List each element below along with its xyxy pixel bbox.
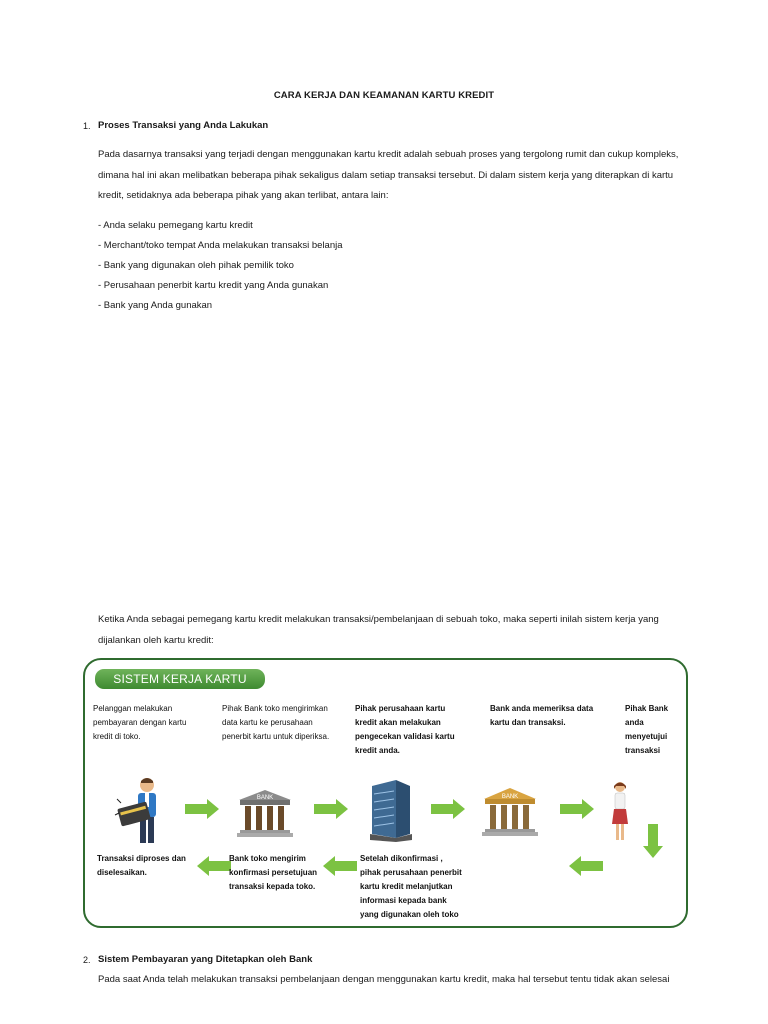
- step-line: informasi kepada bank: [360, 896, 447, 905]
- step-line: Pihak Bank: [625, 704, 669, 713]
- your-bank-icon: [481, 786, 539, 838]
- step-line: Bank anda memeriksa data: [490, 704, 594, 713]
- arrow-left-icon: [567, 856, 603, 876]
- arrow-down-icon: [643, 824, 663, 860]
- section-1-number: 1.: [83, 121, 91, 131]
- step-line: kartu dan transaksi.: [490, 718, 566, 727]
- step-line: kredit di toko.: [93, 732, 141, 741]
- list-item: - Bank yang Anda gunakan: [98, 300, 213, 311]
- step-transaction-completed: [97, 852, 197, 880]
- step-line: menyetujui: [625, 732, 668, 741]
- bank-sign: BANK: [501, 794, 519, 800]
- arrow-right-icon: [185, 799, 221, 819]
- list-item: - Perusahaan penerbit kartu kredit yang Anda gunakan: [98, 280, 329, 291]
- step-line: data kartu ke perusahaan: [222, 718, 313, 727]
- step-line: yang digunakan oleh toko: [360, 910, 459, 919]
- diagram-intro: [98, 610, 708, 651]
- arrow-right-icon: [560, 799, 596, 819]
- document-title: CARA KERJA DAN KEAMANAN KARTU KREDIT: [273, 90, 495, 101]
- paragraph-line: Ketika Anda sebagai pemegang kartu kredit melakukan transaksi/pembelanjaan di sebuah toko, maka seperti inilah sistem kerja yang: [98, 614, 659, 625]
- section-2-paragraph: Pada saat Anda telah melakukan transaksi pembelanjaan dengan menggunakan kartu kredit, maka hal tersebut tentu tidak akan selesai: [98, 974, 670, 985]
- step-line: pengecekan validasi kartu: [355, 732, 455, 741]
- paragraph-line: dijalankan oleh kartu kredit:: [98, 634, 214, 646]
- arrow-left-icon: [195, 856, 231, 876]
- section-2-heading: Sistem Pembayaran yang Ditetapkan oleh Bank: [98, 954, 313, 965]
- bank-officer-icon: [609, 780, 631, 842]
- list-item: - Merchant/toko tempat Anda melakukan transaksi belanja: [98, 240, 343, 251]
- paragraph-line: dimana hal ini akan melibatkan beberapa pihak sekaligus dalam setiap transaksi tersebut. Di dalam sistem kerja yang diterapkan di kartu: [98, 169, 674, 181]
- list-item: - Bank yang digunakan oleh pihak pemilik toko: [98, 260, 294, 271]
- step-line: Bank toko mengirim: [229, 854, 306, 863]
- step-issuer-validates: [355, 702, 480, 758]
- step-line: kredit akan melakukan: [355, 718, 441, 727]
- step-line: kartu kredit melanjutkan: [360, 882, 453, 891]
- step-line: pihak perusahaan penerbit: [360, 868, 462, 877]
- step-line: kredit anda.: [355, 746, 400, 755]
- step-store-bank-confirms: [229, 852, 339, 894]
- credit-card-system-diagram: [83, 658, 688, 928]
- card-issuer-building-icon: [368, 778, 414, 842]
- section-1-paragraph: [98, 145, 708, 207]
- list-item: - Anda selaku pemegang kartu kredit: [98, 220, 253, 231]
- arrow-right-icon: [314, 799, 350, 819]
- parties-list: [98, 216, 343, 316]
- step-your-bank-approves: [625, 702, 685, 758]
- step-line: penerbit kartu untuk diperiksa.: [222, 732, 330, 741]
- step-line: transaksi kepada toko.: [229, 882, 316, 891]
- arrow-right-icon: [431, 799, 467, 819]
- step-your-bank-checks: [490, 702, 615, 730]
- step-line: Transaksi diproses dan: [97, 854, 186, 863]
- section-2-number: 2.: [83, 955, 91, 965]
- step-line: transaksi: [625, 746, 661, 755]
- step-store-bank-sends: [222, 702, 347, 744]
- step-line: pembayaran dengan kartu: [93, 718, 187, 727]
- diagram-banner: SISTEM KERJA KARTU KREDIT: [95, 669, 265, 689]
- step-line: konfirmasi persetujuan: [229, 868, 318, 877]
- customer-card-icon: [113, 775, 171, 847]
- step-line: Pelanggan melakukan: [93, 704, 173, 713]
- section-1-heading: Proses Transaksi yang Anda Lakukan: [98, 120, 269, 131]
- paragraph-line: Pada dasarnya transaksi yang terjadi dengan menggunakan kartu kredit adalah sebuah proses yang tergolong rumit dan cukup kompleks,: [98, 149, 679, 160]
- step-line: Pihak Bank toko mengirimkan: [222, 704, 328, 713]
- paragraph-line: kredit, setidaknya ada beberapa pihak yang akan terlibat, antara lain:: [98, 190, 389, 201]
- step-line: Setelah dikonfirmasi ,: [360, 854, 443, 863]
- bank-sign: BANK: [256, 795, 274, 801]
- step-line: anda: [625, 718, 644, 727]
- step-line: diselesaikan.: [97, 868, 147, 877]
- store-bank-icon: [236, 788, 294, 838]
- step-line: Pihak perusahaan kartu: [355, 704, 446, 713]
- step-issuer-forwards: [360, 852, 485, 922]
- step-customer-pays: [93, 702, 211, 744]
